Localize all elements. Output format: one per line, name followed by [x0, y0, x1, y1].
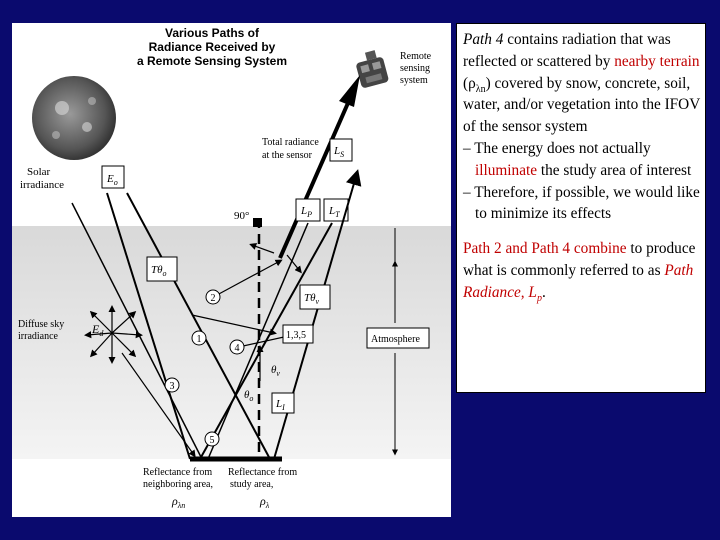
total-label-2: at the sensor	[262, 150, 312, 161]
ed-symbol: $E_d$	[92, 322, 104, 338]
t-theta-o-symbol: $T\theta_o$	[151, 264, 167, 278]
path-radiance-text: to produce what is commonly referred to as	[463, 240, 696, 279]
reflect-neighbor-2: neighboring area,	[143, 479, 213, 490]
paragraph-path-4	[463, 29, 701, 138]
paths-135-label: 1,3,5	[286, 330, 306, 341]
lp-symbol: $L_P$	[301, 205, 313, 219]
rho-open: (ρ	[463, 74, 476, 92]
svg-text:4: 4	[234, 343, 240, 354]
path-marker-2	[206, 290, 220, 304]
path-radiance-term: Path Radiance, L	[463, 261, 694, 301]
bullet-1-b: the study area of interest	[537, 161, 692, 179]
bullet-minimize: – Therefore, if possible, we would like to minimize its effects	[463, 183, 700, 223]
explanation-text-box	[456, 23, 706, 393]
satellite-icon	[353, 49, 389, 89]
diffuse-label-1: Diffuse sky	[18, 319, 65, 330]
svg-text:2: 2	[210, 293, 216, 304]
path-marker-4	[230, 340, 244, 354]
atmosphere-label: Atmosphere	[371, 334, 420, 345]
path-4-text-b: ) covered by snow, concrete, soil, water, and/or vegetation into the IFOV of the sensor system	[463, 74, 700, 136]
path-radiance-end: .	[541, 283, 546, 301]
title-line-2: Radiance Received by	[148, 40, 276, 54]
rho-sub: λn	[475, 83, 486, 95]
bullet-1-a: – The energy does not actually	[463, 139, 651, 157]
svg-text:5: 5	[209, 435, 215, 446]
ls-symbol: $L_S$	[334, 145, 345, 159]
solar-label-2: irradiance	[20, 179, 64, 191]
reflect-study-1: Reflectance from	[228, 467, 298, 478]
path-radiance-sub: p	[536, 292, 542, 304]
path-marker-1	[192, 331, 206, 345]
reflect-study-2: study area,	[230, 479, 274, 490]
remote-label-3: system	[400, 75, 428, 86]
eo-symbol: $E_o$	[107, 173, 118, 187]
theta-v-label: $\theta_v$	[271, 364, 280, 378]
theta-o-label: $\theta_o$	[244, 389, 254, 403]
solar-label-1: Solar	[27, 166, 51, 178]
path-marker-3	[165, 378, 179, 392]
total-label-1: Total radiance	[262, 137, 319, 148]
path-4-text-a: contains radiation that was reflected or scattered by	[463, 31, 671, 70]
li-symbol: $L_I$	[276, 398, 285, 412]
remote-label-2: sensing	[400, 63, 430, 74]
path-4-term: Path 4	[463, 31, 504, 48]
bullet-not-illuminate	[463, 138, 701, 182]
title-line-3: a Remote Sensing System	[136, 54, 288, 68]
sun-icon	[32, 76, 116, 160]
diagram-svg	[12, 23, 451, 517]
angle-90-label: 90°	[234, 210, 250, 222]
radiance-paths-diagram	[12, 23, 451, 517]
nearby-terrain-term: nearby terrain	[614, 52, 700, 70]
diffuse-label-2: irradiance	[18, 331, 58, 342]
lt-symbol: $L_T$	[329, 205, 340, 219]
rho-neighbor-symbol: $\rho_{\lambda n}$	[172, 494, 186, 510]
path-2-4-term: Path 2 and Path 4 combine	[463, 240, 627, 258]
t-theta-v-symbol: $T\theta_v$	[304, 292, 320, 306]
title-line-1: Various Paths of	[164, 26, 260, 40]
paragraph-path-radiance	[463, 238, 701, 303]
svg-text:1: 1	[196, 334, 202, 345]
remote-label-1: Remote	[400, 51, 432, 62]
rho-study-symbol: $\rho_\lambda$	[260, 494, 270, 510]
reflect-neighbor-1: Reflectance from	[143, 467, 213, 478]
path-marker-5	[205, 432, 219, 446]
illuminate-term: illuminate	[475, 161, 538, 179]
svg-text:3: 3	[169, 381, 175, 392]
